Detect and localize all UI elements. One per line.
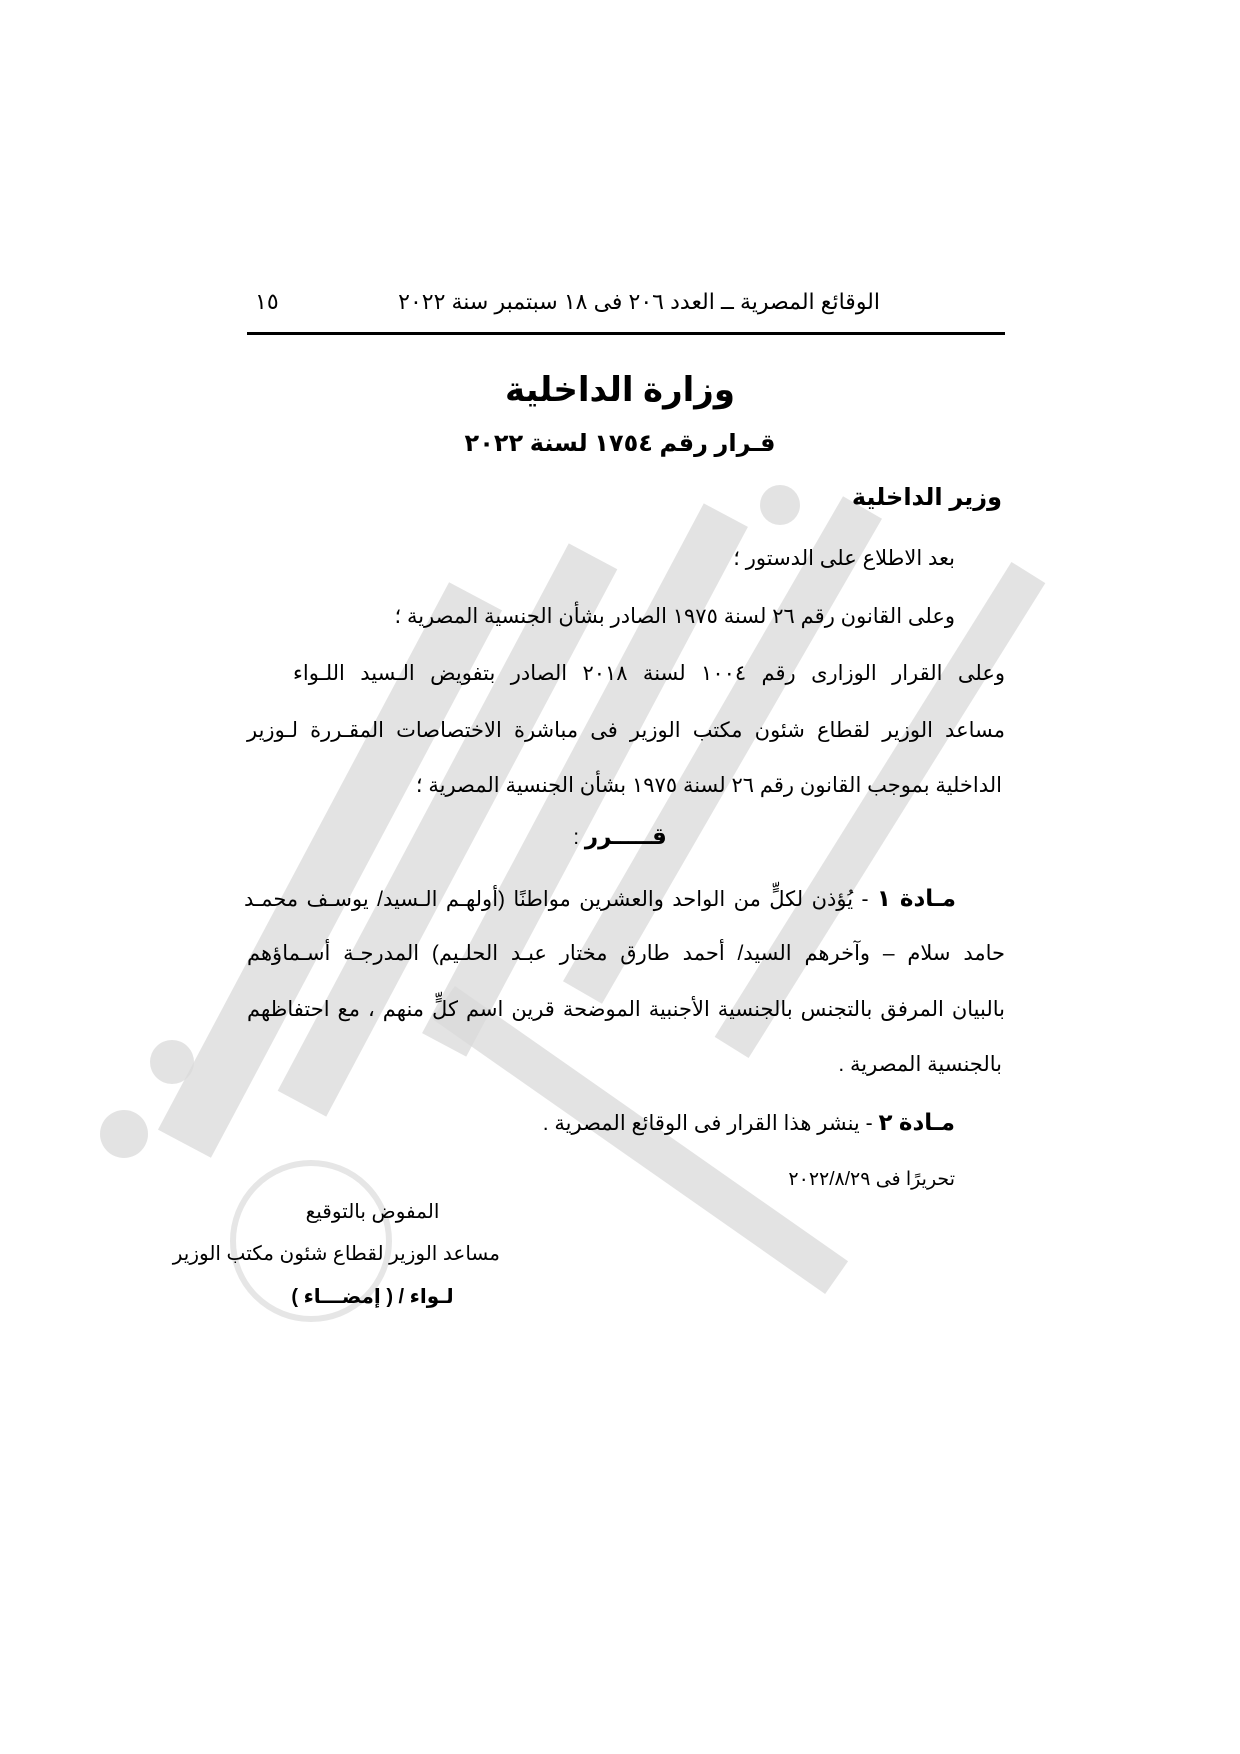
article-1-line: بالبيان المرفق بالتجنس بالجنسية الأجنبية الموضحة قرين اسم كلٍّ منهم ، مع احتفاظهم <box>247 998 1005 1021</box>
signature-line2: مساعد الوزير لقطاع شئون مكتب الوزير <box>172 1243 500 1265</box>
header-rule <box>247 332 1005 335</box>
article-label: مـادة ١ <box>876 885 957 911</box>
preamble-line: الداخلية بموجب القانون رقم ٢٦ لسنة ١٩٧٥ بشأن الجنسية المصرية ؛ <box>415 774 1002 797</box>
signature-line1: المفوض بالتوقيع <box>305 1201 440 1223</box>
preamble-line: وعلى القانون رقم ٢٦ لسنة ١٩٧٥ الصادر بشأن الجنسية المصرية ؛ <box>394 605 955 628</box>
article-1: مـادة ١ - يُؤذن لكلٍّ من الواحد والعشرين مواطنًا (أولهـم الـسيد/ يوسـف محمـد <box>244 885 957 911</box>
article-2: مـادة ٢ - ينشر هذا القرار فى الوقائع المصرية . <box>542 1109 955 1135</box>
preamble-line: مساعد الوزير لقطاع شئون مكتب الوزير فى مباشرة الاختصاصات المقـررة لـوزير <box>247 719 1005 742</box>
preamble-line: بعد الاطلاع على الدستور ؛ <box>733 547 955 570</box>
article-1-line: حامد سلام – وآخرهم السيد/ أحمد طارق مختار عبـد الحلـيم) المدرجـة أسـماؤهم <box>247 942 1005 965</box>
issuer: وزير الداخلية <box>851 484 1002 511</box>
signature-rank: لـواء / ( إمضـــاء ) <box>291 1286 454 1308</box>
page-title: وزارة الداخلية <box>504 371 736 409</box>
article-label: مـادة ٢ <box>878 1109 955 1135</box>
page-number: ١٥ <box>255 289 279 314</box>
decree-number: قـرار رقم ١٧٥٤ لسنة ٢٠٢٢ <box>464 430 776 457</box>
date-line: تحريرًا فى ٢٠٢٢/٨/٢٩ <box>788 1169 955 1190</box>
article-1-line: بالجنسية المصرية . <box>838 1053 1002 1076</box>
decides-heading: قـــــرر : <box>573 823 667 849</box>
preamble-line: وعلى القرار الوزارى رقم ١٠٠٤ لسنة ٢٠١٨ الصادر بتفويض الـسيد اللـواء <box>293 662 1005 685</box>
running-title: الوقائع المصرية ــ العدد ٢٠٦ فى ١٨ سبتمبر سنة ٢٠٢٢ <box>398 289 880 314</box>
